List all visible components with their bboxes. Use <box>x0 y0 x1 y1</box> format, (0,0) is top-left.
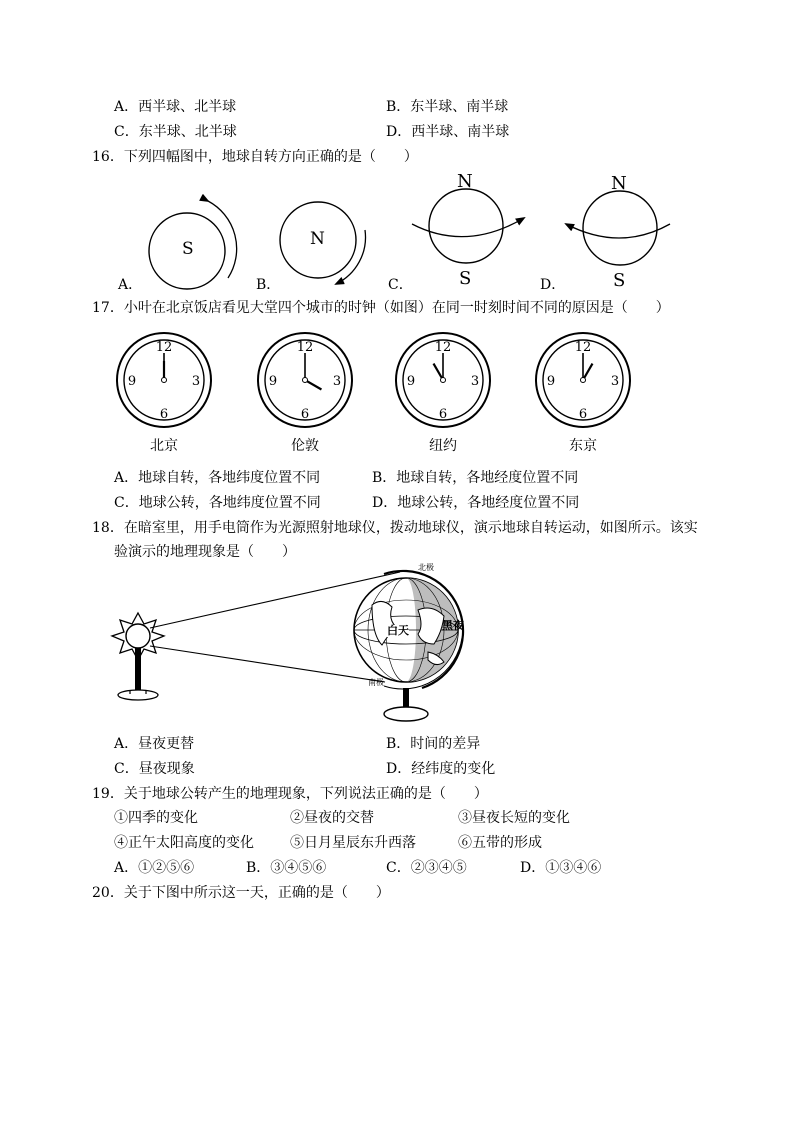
q16-figure-d <box>566 191 670 265</box>
q16-b-pole-label: N <box>310 229 325 249</box>
clock-numeral: 12 <box>155 340 173 355</box>
q19-option-d[interactable]: D．①③④⑥ <box>520 860 602 876</box>
clock-numeral: 12 <box>434 340 452 355</box>
q18-option-d[interactable]: D．经纬度的变化 <box>386 761 496 777</box>
clock-icon <box>112 328 216 432</box>
clock-numeral: 6 <box>438 407 448 422</box>
clock-numeral: 6 <box>578 407 588 422</box>
q16-stem: 16．下列四幅图中，地球自转方向正确的是（ ） <box>92 149 418 165</box>
q19-option-b[interactable]: B．③④⑤⑥ <box>246 860 327 876</box>
q18-option-b[interactable]: B．时间的差异 <box>386 736 481 752</box>
clock-icon <box>253 328 357 432</box>
q16-c-bottom-label: S <box>459 268 472 289</box>
q17-option-c[interactable]: C．地球公转，各地纬度位置不同 <box>114 495 321 511</box>
q16-option-b[interactable]: B． <box>256 277 281 293</box>
globe-icon <box>354 571 463 721</box>
clock-numeral: 3 <box>191 374 201 389</box>
q17-option-d[interactable]: D．地球公转，各地经度位置不同 <box>372 495 580 511</box>
q18-globe-figure <box>110 560 490 735</box>
clock-numeral: 6 <box>159 407 169 422</box>
clock-numeral: 6 <box>300 407 310 422</box>
clock-numeral: 9 <box>406 374 416 389</box>
q15-option-c[interactable]: C．东半球、北半球 <box>114 124 237 140</box>
q19-stem: 19．关于地球公转产生的地理现象，下列说法正确的是（ ） <box>92 786 488 802</box>
q16-option-a[interactable]: A． <box>118 277 143 293</box>
q16-figure-c <box>412 189 524 263</box>
q15-option-b[interactable]: B．东半球、南半球 <box>386 99 509 115</box>
q16-rotation-figures <box>100 168 700 293</box>
q17-stem: 17．小叶在北京饭店看见大堂四个城市的时钟（如图）在同一时刻时间不同的原因是（ ） <box>92 300 670 316</box>
q16-c-top-label: N <box>457 171 473 192</box>
q15-option-d[interactable]: D．西半球、南半球 <box>386 124 510 140</box>
q16-a-pole-label: S <box>182 239 194 259</box>
q18-option-a[interactable]: A．昼夜更替 <box>114 736 195 752</box>
q16-d-top-label: N <box>611 173 627 194</box>
q20-stem: 20．关于下图中所示这一天，正确的是（ ） <box>92 885 390 901</box>
q19-option-a[interactable]: A．①②⑤⑥ <box>114 860 195 876</box>
q19-item-2: ②昼夜的交替 <box>290 810 374 826</box>
clock-city-label: 北京 <box>150 438 178 454</box>
clock-numeral: 9 <box>546 374 556 389</box>
clock-city-label: 伦敦 <box>291 438 319 454</box>
clock-numeral: 9 <box>268 374 278 389</box>
q18-option-c[interactable]: C．昼夜现象 <box>114 761 195 777</box>
globe-south-pole-label: 南极 <box>368 678 384 687</box>
clock-icon <box>531 328 635 432</box>
q18-stem-line-1: 18．在暗室里，用手电筒作为光源照射地球仪，拨动地球仪，演示地球自转运动，如图所示。该实 <box>92 520 698 536</box>
globe-north-pole-label: 北极 <box>418 563 434 572</box>
clock-numeral: 3 <box>332 374 342 389</box>
q19-item-4: ④正午太阳高度的变化 <box>114 835 254 851</box>
clock-city-label: 东京 <box>569 438 597 454</box>
globe-night-label: 黑夜 <box>442 619 464 632</box>
q16-option-c[interactable]: C． <box>388 277 413 293</box>
q17-option-b[interactable]: B．地球自转，各地经度位置不同 <box>372 470 579 486</box>
q19-item-1: ①四季的变化 <box>114 810 198 826</box>
clock-numeral: 12 <box>574 340 592 355</box>
q19-item-6: ⑥五带的形成 <box>458 835 542 851</box>
q16-option-d[interactable]: D． <box>540 277 566 293</box>
q19-item-5: ⑤日月星辰东升西落 <box>290 835 416 851</box>
q19-item-3: ③昼夜长短的变化 <box>458 810 570 826</box>
q17-option-a[interactable]: A．地球自转，各地纬度位置不同 <box>114 470 321 486</box>
clock-numeral: 3 <box>470 374 480 389</box>
clock-numeral: 12 <box>296 340 314 355</box>
globe-day-label: 白天 <box>387 624 409 637</box>
clock-numeral: 9 <box>127 374 137 389</box>
q16-d-bottom-label: S <box>613 270 626 291</box>
clock-city-label: 纽约 <box>429 438 457 454</box>
clock-icon <box>391 328 495 432</box>
q18-stem-line-2: 验演示的地理现象是（ ） <box>114 544 296 560</box>
clock-numeral: 3 <box>610 374 620 389</box>
q19-option-c[interactable]: C．②③④⑤ <box>386 860 467 876</box>
q15-option-a[interactable]: A．西半球、北半球 <box>114 99 237 115</box>
